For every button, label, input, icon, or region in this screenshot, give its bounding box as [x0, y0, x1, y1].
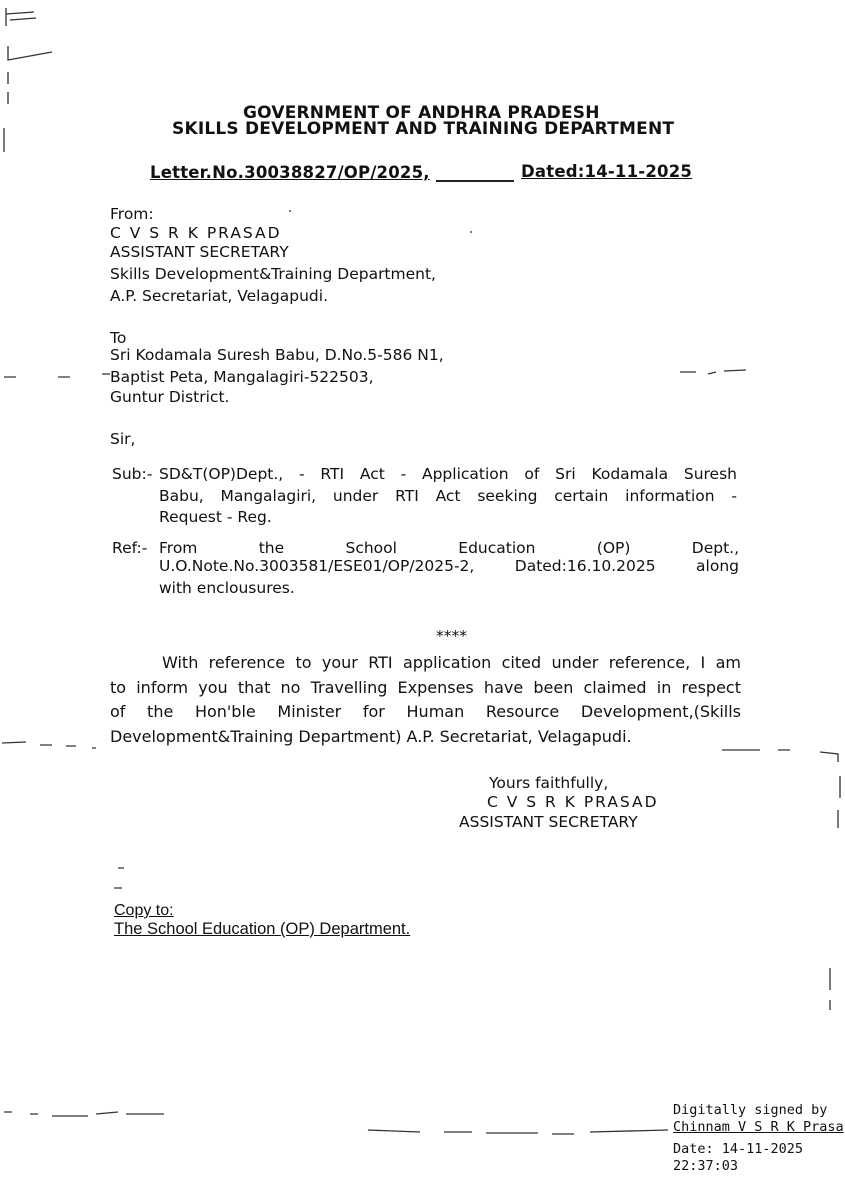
body-line-3: of the Hon'ble Minister for Human Resource Development,(Skills [110, 702, 741, 721]
to-line-2: Baptist Peta, Mangalagiri-522503, [110, 368, 374, 386]
subject-label: Sub:- [112, 465, 153, 483]
subject-line-2: Babu, Mangalagiri, under RTI Act seeking certain information - [159, 487, 737, 505]
subject-line-1: SD&T(OP)Dept., - RTI Act - Application of Sri Kodamala Suresh [159, 465, 737, 483]
reference-line-3: with enclousures. [159, 579, 295, 597]
from-designation: ASSISTANT SECRETARY [110, 243, 289, 261]
reference-line-2: U.O.Note.No.3003581/ESE01/OP/2025-2, Dated:16.10.2025 along [159, 557, 739, 575]
department-title: SKILLS DEVELOPMENT AND TRAINING DEPARTMENT [172, 119, 675, 139]
to-line-1: Sri Kodamala Suresh Babu, D.No.5-586 N1, [110, 346, 444, 364]
from-department: Skills Development&Training Department, [110, 265, 436, 283]
letter-underline [436, 180, 514, 182]
closing-designation: ASSISTANT SECRETARY [459, 813, 638, 831]
letter-number: Letter.No.30038827/OP/2025, [150, 163, 430, 182]
signature-time: 22:37:03 [673, 1158, 739, 1174]
copy-label: Copy to: [114, 902, 174, 919]
subject-line-3: Request - Reg. [159, 508, 272, 526]
reference-line-1: From the School Education (OP) Dept., [159, 539, 739, 557]
signature-line-1: Digitally signed by [673, 1102, 828, 1118]
closing-name: C V S R K PRASAD [487, 793, 659, 811]
body-line-2: to inform you that no Travelling Expenses have been claimed in respect [110, 678, 741, 697]
body-line-1: With reference to your RTI application cited under reference, I am [162, 653, 741, 672]
closing-yours: Yours faithfully, [489, 774, 609, 792]
signature-date: Date: 14-11-2025 [673, 1141, 804, 1157]
body-line-4: Development&Training Department) A.P. Secretariat, Velagapudi. [110, 727, 632, 746]
to-line-3: Guntur District. [110, 388, 230, 406]
from-address: A.P. Secretariat, Velagapudi. [110, 287, 329, 305]
copy-recipient: The School Education (OP) Department. [114, 920, 411, 938]
separator-stars: **** [436, 627, 467, 645]
from-label: From: [110, 205, 154, 223]
from-name: C V S R K PRASAD [110, 224, 282, 242]
govt-title: GOVERNMENT OF ANDHRA PRADESH [243, 103, 600, 123]
to-label: To [110, 329, 127, 347]
signature-name: Chinnam V S R K Prasa [673, 1119, 844, 1135]
letter-date: Dated:14-11-2025 [521, 162, 693, 181]
reference-label: Ref:- [112, 539, 148, 557]
salutation: Sir, [110, 430, 136, 448]
